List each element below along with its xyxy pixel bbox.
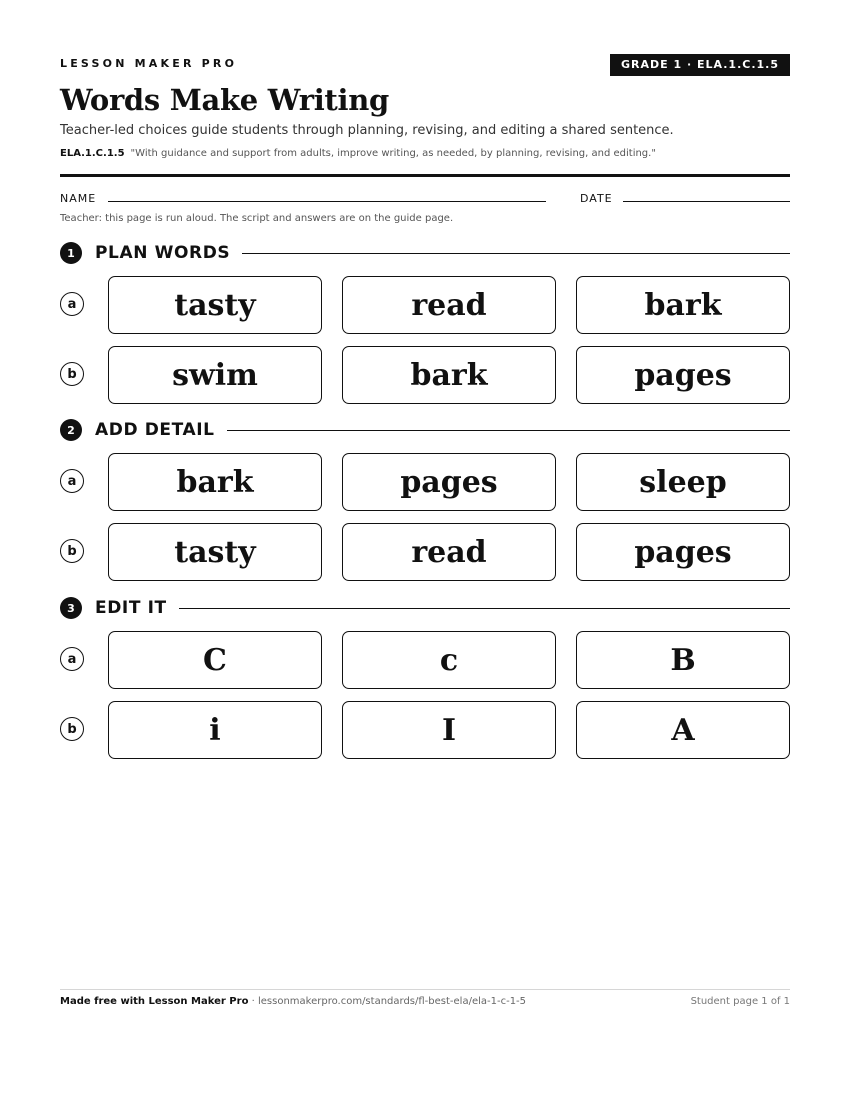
choice-row xyxy=(0,276,850,336)
choice-card[interactable]: tasty xyxy=(108,276,322,334)
choice-card[interactable]: tasty xyxy=(108,523,322,581)
row-letter: a xyxy=(60,292,84,316)
choice-card[interactable]: B xyxy=(576,631,790,689)
page-title: Words Make Writing xyxy=(60,83,389,117)
section-divider xyxy=(227,430,790,431)
name-label: NAME xyxy=(60,192,97,205)
name-field[interactable] xyxy=(108,201,546,202)
brand-label: LESSON MAKER PRO xyxy=(60,57,238,70)
choice-card[interactable]: i xyxy=(108,701,322,759)
section-number: 2 xyxy=(60,419,82,441)
choice-row xyxy=(0,453,850,513)
section-number: 3 xyxy=(60,597,82,619)
section-edit-it xyxy=(60,596,790,620)
row-letter: a xyxy=(60,469,84,493)
section-add-detail xyxy=(60,418,790,442)
row-letter: a xyxy=(60,647,84,671)
date-label: DATE xyxy=(580,192,613,205)
date-field[interactable] xyxy=(623,201,790,202)
footer-url[interactable]: · lessonmakerpro.com/standards/fl-best-ela/ela-1-c-1-5 xyxy=(248,996,527,1007)
row-letter: b xyxy=(60,717,84,741)
teacher-note: Teacher: this page is run aloud. The script and answers are on the guide page. xyxy=(60,213,454,224)
standard-code: ELA.1.C.1.5 xyxy=(60,148,125,159)
choice-card[interactable]: read xyxy=(342,523,556,581)
footer-divider xyxy=(60,989,790,990)
choice-card[interactable]: A xyxy=(576,701,790,759)
header-divider xyxy=(60,174,790,177)
choice-card[interactable]: pages xyxy=(342,453,556,511)
choice-card[interactable]: C xyxy=(108,631,322,689)
choice-row xyxy=(0,701,850,761)
footer-made-with: Made free with Lesson Maker Pro xyxy=(60,996,249,1007)
section-number: 1 xyxy=(60,242,82,264)
footer-page-number: Student page 1 of 1 xyxy=(690,996,790,1007)
choice-row xyxy=(0,631,850,691)
standard-line xyxy=(60,148,656,159)
page-subtitle: Teacher-led choices guide students through planning, revising, and editing a shared sentence. xyxy=(60,123,674,138)
section-divider xyxy=(179,608,790,609)
choice-card[interactable]: swim xyxy=(108,346,322,404)
choice-card[interactable]: I xyxy=(342,701,556,759)
choice-row xyxy=(0,523,850,583)
standard-text: "With guidance and support from adults, improve writing, as needed, by planning, revising, and editing." xyxy=(130,148,656,159)
footer-credit xyxy=(60,996,526,1007)
section-title: EDIT IT xyxy=(95,598,167,618)
choice-card[interactable]: c xyxy=(342,631,556,689)
row-letter: b xyxy=(60,362,84,386)
section-title: PLAN WORDS xyxy=(95,243,231,263)
choice-card[interactable]: bark xyxy=(576,276,790,334)
section-plan-words xyxy=(60,241,790,265)
choice-card[interactable]: pages xyxy=(576,346,790,404)
choice-card[interactable]: read xyxy=(342,276,556,334)
choice-row xyxy=(0,346,850,406)
grade-badge: GRADE 1 · ELA.1.C.1.5 xyxy=(610,54,790,76)
choice-card[interactable]: pages xyxy=(576,523,790,581)
row-letter: b xyxy=(60,539,84,563)
section-divider xyxy=(242,253,790,254)
choice-card[interactable]: bark xyxy=(342,346,556,404)
choice-card[interactable]: bark xyxy=(108,453,322,511)
choice-card[interactable]: sleep xyxy=(576,453,790,511)
section-title: ADD DETAIL xyxy=(95,420,215,440)
